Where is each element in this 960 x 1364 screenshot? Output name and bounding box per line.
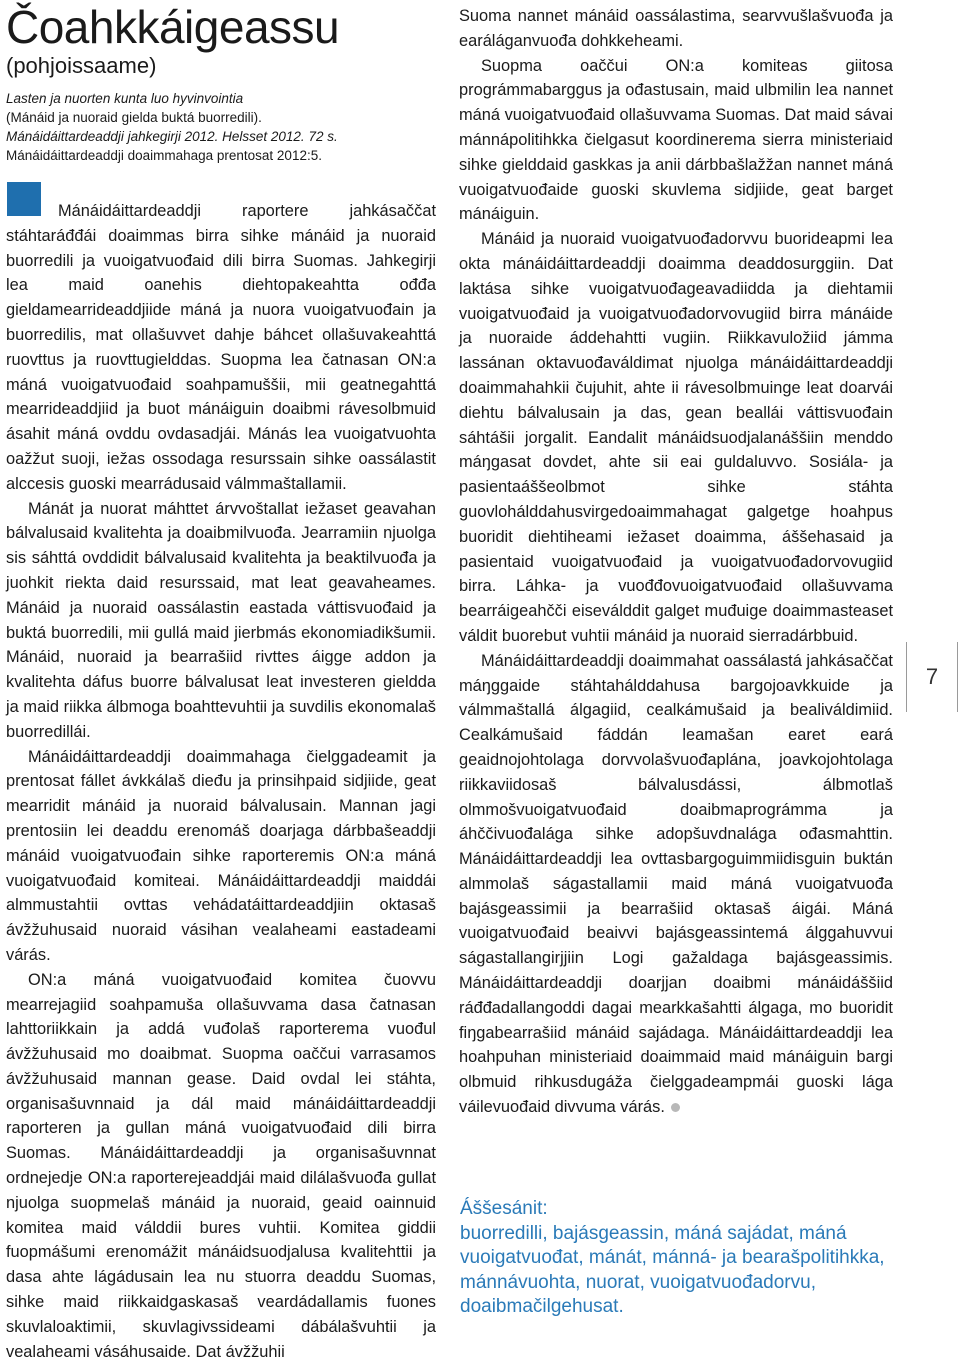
- paragraph: [459, 649, 893, 1120]
- page-number: 7: [906, 642, 958, 712]
- keywords-title: Áššesánit:: [460, 1198, 548, 1219]
- body-column-left: [6, 199, 436, 1364]
- page-title: Čoahkkáigeassu: [6, 1, 340, 53]
- paragraph: Mánát ja nuorat máhttet árvvoštallat iežaset geavahan bálvalusaid kvalitehta ja doaibmilvuođa. Jearramiin njuolga sis sáhttá ovddidit bálvalusaid kvalitehta ja beaktilvuođa ja juohkit riekta daid resurssaid, mat leat geavaheames. Mánáid ja nuoraid oassálastin eastada váttisvuođaid ja buktá buorredili, mii gullá maid jierbmás ekonomiadikšumii. Mánáid, nuoraid ja bearrašiid rivttes áigge addon ja kvalitehta dáfus buorre bálvalusat leat investeren gieldda ja maid riikka álbmoga boahttevuhtii ja suvdilis ekonomalaš buorredillái.: [6, 499, 436, 741]
- paragraph: ON:a máná vuoigatvuođaid komitea čuovvu mearrejagiid soahpamuša ollašuvvama dasa čatnasan lahttoriikkain ja addá vuđolaš raporterema vuođul ávžžuhusaid mo doaibmat. Suopma oaččui varrasamos ávžžuhusaid mannan gease. Daid ovdal lei stáhta, organisašuvnnaid ja dál maid mánáidáittardeaddji raporteren ja gullan máná vuoigatvuođaid dili birra Suomas. Mánáidáittardeaddji ja organisašuvnnat ordnejedje ON:a raporterejeaddjái maid dilálašvuođa gullat njuolga suopmelaš mánáid ja nuoraid, geaid oainnuid komitea maid válddii bures vuhtii. Komitea giddii fuopmášumi erenomážit mánáidsuodjalusa kvalitehttii ja dasa ahte lágádusain lea nu stuorra deaddu Suomas, sihke maid riikkaidgaskasaš veardádallamis fuones skuvlaloaktimii, skuvlagivssideami dábálašvuhtii ja vealaheami vásáhusaide. Dat ávžžuhii: [6, 970, 436, 1361]
- paragraph: Mánáidáittardeaddji raportere jahkásaččat stáhtaráđđái doaimmas birra sihke mánáid ja nuoraid buorredili ja vuoigatvuođaid dili birra Suomas. Jahkegirji lea maid oanehis diehtopakeahtta ođđa gieldamearrideaddjiide máná ja nuora vuoigatvuođain ja buorredilis, mat ollašuvvet dahje báhcet ollašuvakeahttá ruovttus ja ruovttugielddas. Suopma lea čatnasan ON:a máná vuoigatvuođaid soahpamuššii, mii geatnegahttá mearrideaddjiid ja buot mánáiguin doaibmi rávesolbmuid ásahit máná ovddu ovdasadjái. Mánás lea vuoigatvuohta oažžut suoji, iežas ossodaga resurssain sihke oassálastit alccesis guoski mearrádusaid válmmaštallamii.: [6, 202, 436, 493]
- end-mark-icon: [671, 1103, 680, 1112]
- paragraph: Suoma nannet mánáid oassálastima, searvvušlašvuođa ja earáláganvuođa dohkkeheami.: [459, 7, 893, 50]
- page-subtitle: (pohjoissaame): [6, 53, 157, 78]
- keywords-list: buorredilli, bajásgeassin, máná sajádat, máná vuoigatvuođat, mánát, mánná- ja bearašpolitihkka, mánnávuohta, nuorat, vuoigatvuođadorvu, doaibmačilgehusat.: [460, 1222, 885, 1317]
- paragraph-text: Mánáidáittardeaddji doaimmahat oassálastá jahkásaččat máŋggaide stáhtahálddahusa bargojoavkkuide ja válmmaštallá álgagiid, cealkámušaid ja bealiváldimiid. Cealkámušaid fáddán leamašan earet eará geaidnojohtolaga dorvvolašvuođaplána, joavkojohtolaga riikkaviidosaš bálvalusdássi, álbmotlaš olmmošvuoigatvuođaid doaibmaprográmma ja áhččivuođalága sihke adopšuvdnalága ođasmahttin. Mánáidáittardeaddji lea ovttasbargoguimmiidisguin buktán almmolaš ságastallamii maid máná vuoigatvuođa bajásgeassimii ja bearrašiid oktasaš áigái. Máná vuoigatvuođaid beaivvi bajásgeassintemá álggahuvvui ságastallangirjjiin Logi gažaldaga bajásgeassimis. Mánáidáittardeaddji doarjjan doaibmi mánáidáššiid ráđđadallangoddi dagai mearkkašahtti álgaga, mo buoridit fiŋgabearrašiid mánáid sajádaga. Mánáidáittardeaddji lea hoahpuhan ministeriaid doaimmaid maid mánáiguin bargi olbmuid rihkusdugáža čielggadeampmái guoski lága váilevuođaid divvuma várás.: [459, 651, 893, 1117]
- source-line: Mánáidáittardeaddji doaimmahaga prentosat 2012:5.: [6, 148, 322, 163]
- source-line: Mánáidáittardeaddji jahkegirji 2012. Helsset 2012. 72 s.: [6, 129, 338, 144]
- source-reference: [6, 89, 436, 165]
- source-line: Lasten ja nuorten kunta luo hyvinvointia: [6, 91, 244, 106]
- source-line: (Mánáid ja nuoraid gielda buktá buorredili).: [6, 110, 262, 125]
- paragraph: Mánáid ja nuoraid vuoigatvuođadorvvu buorideapmi lea okta mánáidáittardeaddji doaimma deaddosurggiin. Dat laktása sihke vuoigatvuođageavadiidda ja diehtamii vuoigatvuođaid ja vuoigatvuođadorvovugiid birra mánáide ja nuoraide áddehahtti vugiin. Riikkavuložiid jámma lassánan oktavuođaváldimat njuolga mánáidáittardeaddji doaimmahahkii čujuhit, ahte ii rávesolbmuinge leat doarvái diehtu bálvalusain ja das, gean beallái váttisvuođain sáhtášii jorgalit. Eandalit mánáidsuodjalanáššiin menddo máŋgasat dovdet, ahte sii eai guldaluvvo. Sosiála- ja pasientaáššeolbmot sihke stáhta guovlohálddahusvirgedoaimmahagat galgetge hoahpus buoridit diehtiheami iežaset doaimma, áššehasaid ja pasientaid vuoigatvuođaid ja vuoigatvuođadorvovugiid birra. Láhka- ja vuođđovuoigatvuođaid ollašuvvama bearráigeahčči eiseválddit galget muđuige doaimmasteaset váldit buorebut vuhtii mánáid ja nuoraid sierradárbbuid.: [459, 230, 893, 645]
- body-column-right: [459, 4, 893, 1120]
- keywords-block: [460, 1197, 900, 1320]
- paragraph: Suopma oaččui ON:a komiteas giitosa prográmmabarggus ja ođastusain, maid ulbmilin lea nannet máná vuoigatvuođaid ollašuvvama Suomas. Dat maid sávai mánnápolitihkka čielgasut koordinerema sierra ministeriaid sihke gielddaid gaskkas ja anii dárbbašlažžan nannet máná vuoigatvuođaide guoski skuvlema sidjiide, geat barget mánáiguin.: [459, 56, 893, 224]
- paragraph: Mánáidáittardeaddji doaimmahaga čielggadeamit ja prentosat fállet ávkkálaš dieđu ja prinsihpaid sidjiide, geat mearridit mánáid ja nuoraid bálvalusain. Mannan jagi prentosiin lei deaddu erenomáš doarjaga dárbbašeaddji mánáid vuoigatvuođain sihke raporteremis ON:a máná vuoigatvuođaid komiteai. Mánáidáittardeaddji maiddái almmustahtii ovttas vehádatáittardeaddjiin oktasaš ávžžuhusaid nuoraid vásihan vealaheami eastadeami várás.: [6, 747, 436, 964]
